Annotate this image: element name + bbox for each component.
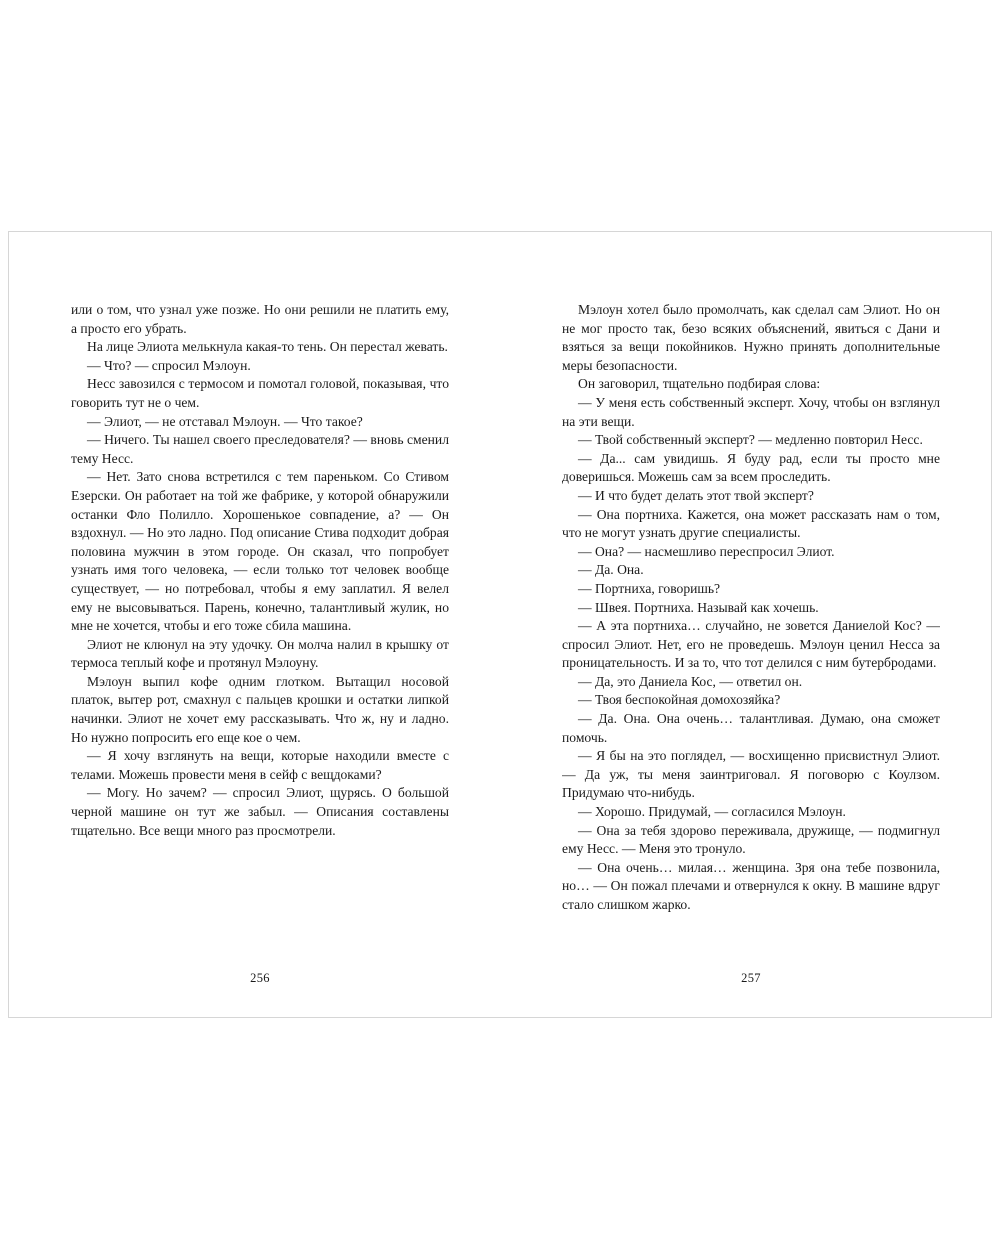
paragraph: — А эта портниха… случайно, не зовется Даниелой Кос? — спросил Элиот. Нет, его не проведешь. Мэлоун ценил Несса за проницательность. И за то, что тот делился с ним бутербродами.	[562, 618, 940, 671]
paragraph: — И что будет делать этот твой эксперт?	[578, 487, 814, 503]
paragraph: — Элиот, — не отставал Мэлоун. — Что такое?	[87, 413, 363, 429]
page-number-left: 256	[250, 971, 270, 985]
paragraph: — Да... сам увидишь. Я буду рад, если ты просто мне доверишься. Можешь сам за всем проследить.	[562, 450, 940, 485]
paragraph: — Да. Она. Она очень… талантливая. Думаю, она сможет помочь.	[562, 711, 940, 745]
right-page	[562, 301, 940, 1001]
paragraph: На лице Элиота мелькнула какая-то тень. Он перестал жевать.	[87, 339, 448, 355]
paragraph: — Могу. Но зачем? — спросил Элиот, щурясь. О большой черной машине он тут же забыл. — Описания составлены тщательно. Все вещи много раз просмотрели.	[71, 785, 449, 838]
paragraph: — Твоя беспокойная домохозяйка?	[578, 692, 781, 708]
paragraph: — Да, это Даниела Кос, — ответил он.	[578, 673, 803, 689]
paragraph: Мэлоун выпил кофе одним глотком. Вытащил носовой платок, вытер рот, смахнул с пальцев крошки и остатки липкой начинки. Элиот не хочет ему рассказывать. Что ж, ну и ладно. Но нужно попросить его еще кое о чем.	[71, 673, 449, 745]
paragraph: — Твой собственный эксперт? — медленно повторил Несс.	[578, 432, 923, 448]
paragraph: — Нет. Зато снова встретился с тем пареньком. Со Стивом Езерски. Он работает на той же фабрике, у которой обнаружили останки Фло Полилло. Хорошенькое совпадение, а? — Он вздохнул. — Но это ладно. Под описание Стива подходит добрая половина мужчин в этом городе. Он сказал, что попробует узнать имя того человека, — если только тот человек вообще существует, — но потребовал, чтобы я ему заплатил. Я велел ему не высовываться. Парень, конечно, талантливый жулик, но мне не хочется, чтобы и его тоже сбила машина.	[71, 469, 449, 634]
paragraph: Он заговорил, тщательно подбирая слова:	[578, 376, 821, 392]
paragraph: или о том, что узнал уже позже. Но они решили не платить ему, а просто его убрать.	[71, 302, 449, 336]
paragraph: — Она за тебя здорово переживала, дружище, — подмигнул ему Несс. — Меня это тронуло.	[562, 822, 940, 857]
left-page	[71, 301, 449, 1001]
book-spread	[8, 231, 992, 1018]
paragraph: — Я хочу взглянуть на вещи, которые находили вместе с телами. Можешь провести меня в сейф с вещдоками?	[71, 748, 449, 782]
paragraph: — Она очень… милая… женщина. Зря она тебе позвонила, но… — Он пожал плечами и отвернулся к окну. В машине вдруг стало слишком жарко.	[562, 859, 940, 912]
paragraph: — Швея. Портниха. Называй как хочешь.	[578, 599, 819, 615]
paragraph: — Она? — насмешливо переспросил Элиот.	[578, 543, 835, 559]
paragraph: Несс завозился с термосом и помотал головой, показывая, что говорить тут не о чем.	[71, 376, 449, 410]
paragraph: — Ничего. Ты нашел своего преследователя? — вновь сменил тему Несс.	[71, 432, 449, 466]
paragraph: — У меня есть собственный эксперт. Хочу, чтобы он взглянул на эти вещи.	[562, 394, 940, 429]
paragraph: — Да. Она.	[578, 562, 644, 578]
paragraph: — Я бы на это поглядел, — восхищенно присвистнул Элиот. — Да уж, ты меня заинтриговал. Я поговорю с Коулзом. Придумаю что-нибудь.	[562, 748, 940, 801]
paragraph: — Хорошо. Придумай, — согласился Мэлоун.	[578, 804, 846, 820]
paragraph: Элиот не клюнул на эту удочку. Он молча налил в крышку от термоса теплый кофе и протянул Мэлоуну.	[71, 636, 449, 671]
paragraph: — Портниха, говоришь?	[578, 580, 721, 596]
paragraph: — Что? — спросил Мэлоун.	[87, 357, 251, 373]
right-page-text	[562, 301, 940, 951]
page-number-right: 257	[741, 971, 761, 985]
left-page-text	[71, 301, 449, 951]
paragraph: Мэлоун хотел было промолчать, как сделал сам Элиот. Но он не мог просто так, безо всяких объяснений, явиться с Дани и взяться за вещи покойников. Нужно принять дополнительные меры безопасности.	[562, 302, 940, 373]
paragraph: — Она портниха. Кажется, она может рассказать нам о том, что не могут узнать другие специалисты.	[562, 506, 940, 541]
